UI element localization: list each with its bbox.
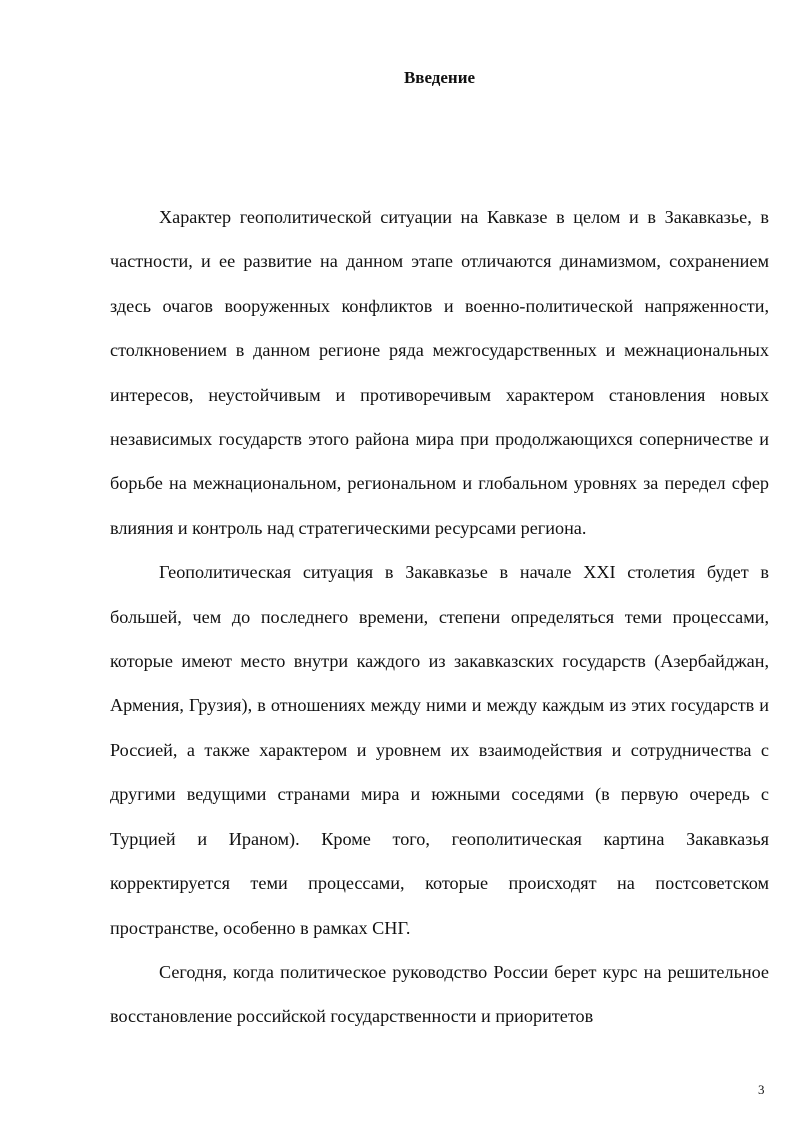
- page-number: 3: [758, 1082, 765, 1097]
- paragraph-3: Сегодня, когда политическое руководство России берет курс на решительное восстановление российской государственности и приоритетов: [110, 961, 769, 1027]
- page-title: Введение: [403, 68, 476, 87]
- paragraph-1: Характер геополитической ситуации на Кавказе в целом и в Закавказье, в частности, и ее развитие на данном этапе отличаются динамизмом, сохранением здесь очагов вооруженных конфликтов и военно-политической напряженности, столкновением в данном регионе ряда межгосударственных и межнациональных интересов, неустойчивым и противоречивым характером становления новых независимых государств этого района мира при продолжающихся соперничестве и борьбе на межнациональном, региональном и глобальном уровнях за передел сфер влияния и контроль над стратегическими ресурсами региона.: [110, 207, 769, 538]
- paragraph-2: Геополитическая ситуация в Закавказье в начале XXI столетия будет в большей, чем до последнего времени, степени определяться теми процессами, которые имеют место внутри каждого из закавказских государств (Азербайджан, Армения, Грузия), в отношениях между ними и между каждым из этих государств и Россией, а также характером и уровнем их взаимодействия и сотрудничества с другими ведущими странами мира и южными соседями (в первую очередь с Турцией и Ираном). Кроме того, геополитическая картина Закавказья корректируется теми процессами, которые происходят на постсоветском пространстве, особенно в рамках СНГ.: [110, 562, 769, 938]
- body-text: [110, 195, 769, 1039]
